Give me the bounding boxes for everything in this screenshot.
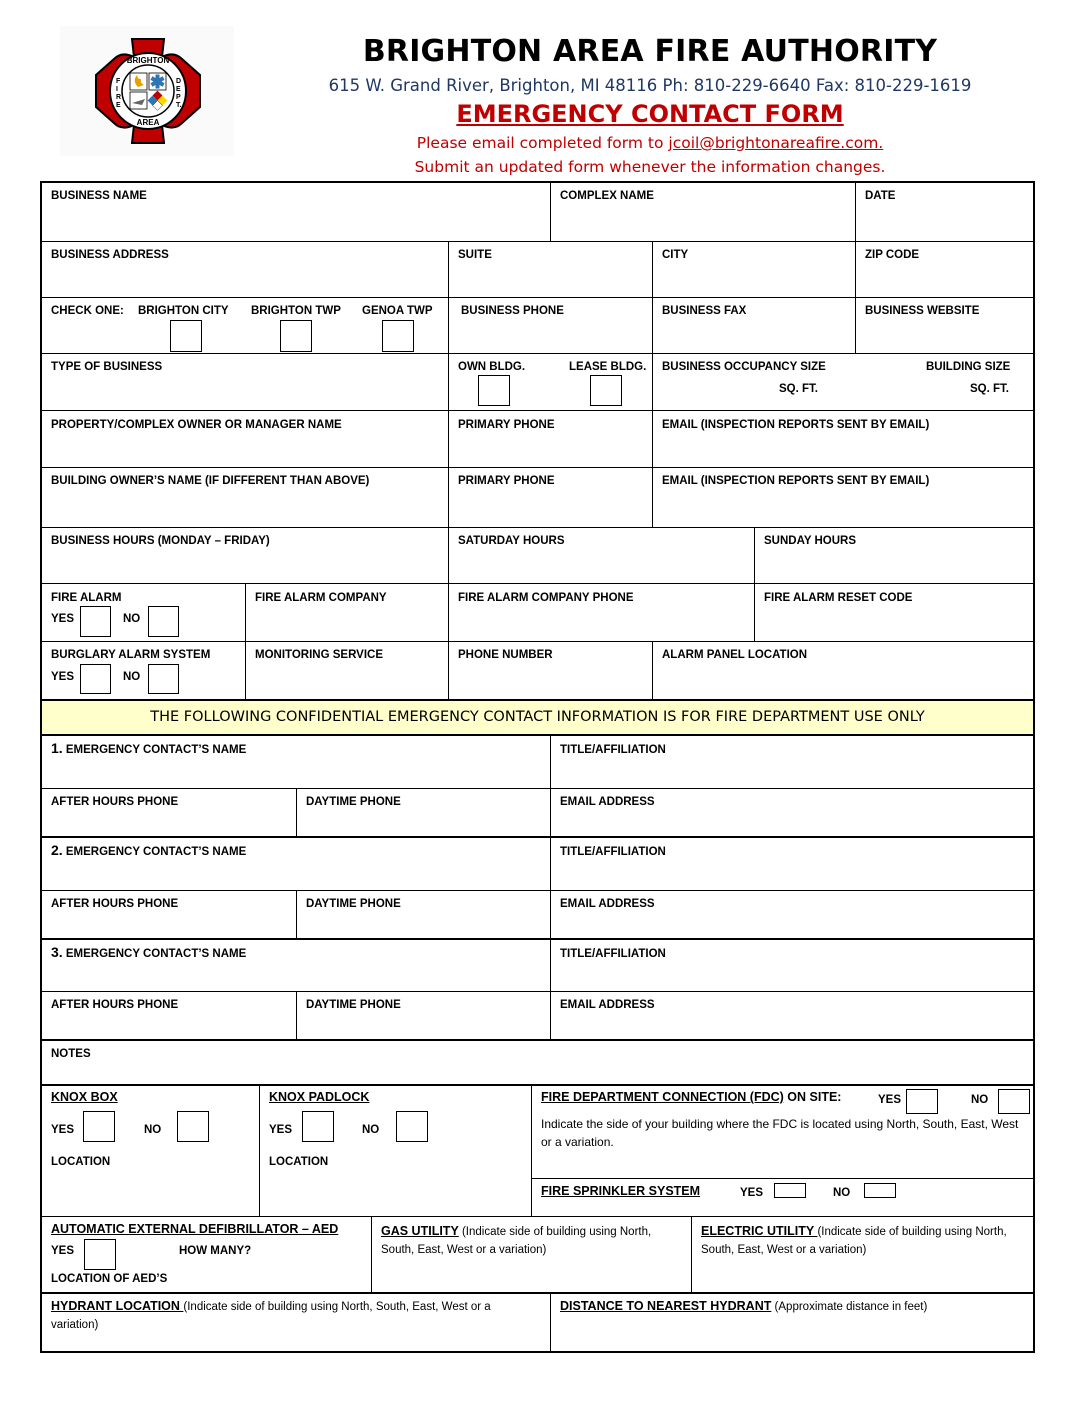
contact-3-name-label: 3. EMERGENCY CONTACT’S NAME [51,944,247,960]
building-owner-phone-label: PRIMARY PHONE [458,475,555,487]
fdc-no-label: NO [971,1094,989,1106]
knox-padlock-yes-checkbox[interactable] [302,1111,334,1142]
aed-yes-checkbox[interactable] [84,1239,116,1270]
page-title: BRIGHTON AREA FIRE AUTHORITY [362,34,938,69]
contact-2-name-label: 2. EMERGENCY CONTACT’S NAME [51,842,247,858]
email-link[interactable]: jcoil@brightonareafire.com. [668,134,884,152]
knox-box-yes-label: YES [51,1124,75,1136]
svg-text:P: P [176,94,181,101]
owner-primary-phone-label: PRIMARY PHONE [458,419,555,431]
suite-label: SUITE [458,249,492,261]
fire-alarm-company-phone-label: FIRE ALARM COMPANY PHONE [458,592,634,604]
notes-label: NOTES [51,1048,91,1060]
business-name-label: BUSINESS NAME [51,190,147,202]
brighton-city-checkbox[interactable] [170,320,202,352]
confidential-banner: THE FOLLOWING CONFIDENTIAL EMERGENCY CONTACT INFORMATION IS FOR FIRE DEPARTMENT USE ONLY [42,701,1033,734]
building-owner-email-label: EMAIL (INSPECTION REPORTS SENT BY EMAIL) [662,475,930,487]
contact-2-after-hours-label: AFTER HOURS PHONE [51,898,179,910]
own-bldg-checkbox[interactable] [478,375,510,406]
contact-2-email-label: EMAIL ADDRESS [560,898,655,910]
date-label: DATE [865,190,896,202]
brighton-city-label: BRIGHTON CITY [138,305,229,317]
contact-2-title-label: TITLE/AFFILIATION [560,846,666,858]
aed-location-label: LOCATION OF AED’S [51,1273,168,1285]
knox-padlock-location-label: LOCATION [269,1156,329,1168]
burglary-yes-checkbox[interactable] [80,664,111,694]
svg-text:E: E [116,102,121,109]
fdc-yes-checkbox[interactable] [906,1089,938,1114]
fdc-no-checkbox[interactable] [998,1089,1030,1114]
property-owner-label: PROPERTY/COMPLEX OWNER OR MANAGER NAME [51,419,342,431]
svg-text:F: F [116,78,121,85]
sprinkler-yes-checkbox[interactable] [774,1183,806,1198]
svg-text:BRIGHTON: BRIGHTON [126,56,170,65]
city-label: CITY [662,249,689,261]
fire-sprinkler-label: FIRE SPRINKLER SYSTEM [541,1184,701,1198]
lease-bldg-label: LEASE BLDG. [569,361,647,373]
contact-3-daytime-label: DAYTIME PHONE [306,999,401,1011]
occupancy-size-label: BUSINESS OCCUPANCY SIZE [662,361,826,373]
complex-name-label: COMPLEX NAME [560,190,654,202]
brighton-twp-checkbox[interactable] [280,320,312,352]
svg-text:R: R [116,94,122,101]
fire-alarm-no-label: NO [123,613,141,625]
burglary-no-checkbox[interactable] [148,664,179,694]
burglary-no-label: NO [123,671,141,683]
knox-box-label: KNOX BOX [51,1090,118,1104]
fire-alarm-yes-checkbox[interactable] [80,606,111,637]
svg-text:AREA: AREA [136,118,160,127]
fire-alarm-no-checkbox[interactable] [148,606,179,637]
knox-box-yes-checkbox[interactable] [83,1111,115,1142]
svg-text:T.: T. [176,102,182,109]
contact-1-email-label: EMAIL ADDRESS [560,796,655,808]
knox-box-no-checkbox[interactable] [177,1111,209,1142]
sprinkler-yes-label: YES [740,1187,764,1199]
business-hours-label: BUSINESS HOURS (MONDAY – FRIDAY) [51,535,270,547]
building-sq-ft-label: SQ. FT. [970,383,1009,395]
contact-1-name-label: 1. EMERGENCY CONTACT’S NAME [51,740,247,756]
saturday-hours-label: SATURDAY HOURS [458,535,565,547]
sprinkler-no-checkbox[interactable] [864,1183,896,1198]
fdc-instructions: Indicate the side of your building where the FDC is located using North, South, East, West or a variation. [541,1117,1019,1149]
owner-email-label: EMAIL (INSPECTION REPORTS SENT BY EMAIL) [662,419,930,431]
check-one-label: CHECK ONE: [51,305,124,317]
fdc-yes-label: YES [878,1094,902,1106]
knox-padlock-no-label: NO [362,1124,380,1136]
contact-1-after-hours-label: AFTER HOURS PHONE [51,796,179,808]
contact-1-daytime-label: DAYTIME PHONE [306,796,401,808]
business-address-label: BUSINESS ADDRESS [51,249,169,261]
form-title: EMERGENCY CONTACT FORM [456,100,844,128]
knox-padlock-no-checkbox[interactable] [396,1111,428,1142]
burglary-alarm-label: BURGLARY ALARM SYSTEM [51,649,211,661]
lease-bldg-checkbox[interactable] [590,375,622,406]
contact-3-email-label: EMAIL ADDRESS [560,999,655,1011]
gas-utility-label: GAS UTILITY (Indicate side of building using North, South, East, West or a variation) [381,1224,652,1256]
electric-utility-label: ELECTRIC UTILITY (Indicate side of building using North, South, East, West or a variation) [701,1224,1007,1256]
business-website-label: BUSINESS WEBSITE [865,305,980,317]
building-owner-label: BUILDING OWNER’S NAME (IF DIFFERENT THAN ABOVE) [51,475,370,487]
contact-3-title-label: TITLE/AFFILIATION [560,948,666,960]
own-bldg-label: OWN BLDG. [458,361,526,373]
aed-how-many-label: HOW MANY? [179,1245,252,1257]
contact-1-title-label: TITLE/AFFILIATION [560,744,666,756]
burglary-yes-label: YES [51,671,75,683]
genoa-twp-checkbox[interactable] [382,320,414,352]
knox-padlock-yes-label: YES [269,1124,293,1136]
nearest-hydrant-label: DISTANCE TO NEAREST HYDRANT (Approximate distance in feet) [560,1299,928,1313]
sunday-hours-label: SUNDAY HOURS [764,535,857,547]
fire-alarm-company-label: FIRE ALARM COMPANY [255,592,387,604]
fdc-label: FIRE DEPARTMENT CONNECTION (FDC) ON SITE: [541,1090,842,1104]
zip-code-label: ZIP CODE [865,249,920,261]
brighton-twp-label: BRIGHTON TWP [251,305,341,317]
business-phone-label: BUSINESS PHONE [461,305,564,317]
contact-3-after-hours-label: AFTER HOURS PHONE [51,999,179,1011]
type-of-business-label: TYPE OF BUSINESS [51,361,163,373]
address-line: 615 W. Grand River, Brighton, MI 48116 Ph: 810-229-6640 Fax: 810-229-1619 [328,76,972,95]
occupancy-sq-ft-label: SQ. FT. [779,383,818,395]
knox-box-no-label: NO [144,1124,162,1136]
building-size-label: BUILDING SIZE [926,361,1011,373]
phone-number-label: PHONE NUMBER [458,649,553,661]
genoa-twp-label: GENOA TWP [362,305,433,317]
fire-alarm-label: FIRE ALARM [51,592,122,604]
svg-text:I: I [116,86,118,93]
fire-alarm-reset-code-label: FIRE ALARM RESET CODE [764,592,913,604]
aed-yes-label: YES [51,1245,75,1257]
monitoring-service-label: MONITORING SERVICE [255,649,384,661]
svg-text:E: E [176,86,181,93]
contact-2-daytime-label: DAYTIME PHONE [306,898,401,910]
knox-box-location-label: LOCATION [51,1156,111,1168]
aed-label: AUTOMATIC EXTERNAL DEFIBRILLATOR – AED [51,1222,339,1236]
sprinkler-no-label: NO [833,1187,851,1199]
update-instructions: Submit an updated form whenever the information changes. [414,158,886,176]
svg-text:D: D [176,78,182,85]
business-fax-label: BUSINESS FAX [662,305,747,317]
email-instructions: Please email completed form to jcoil@brightonareafire.com. [416,134,884,152]
knox-padlock-label: KNOX PADLOCK [269,1090,370,1104]
fire-alarm-yes-label: YES [51,613,75,625]
hydrant-location-label: HYDRANT LOCATION (Indicate side of building using North, South, East, West or a variation) [51,1299,491,1331]
alarm-panel-location-label: ALARM PANEL LOCATION [662,649,808,661]
